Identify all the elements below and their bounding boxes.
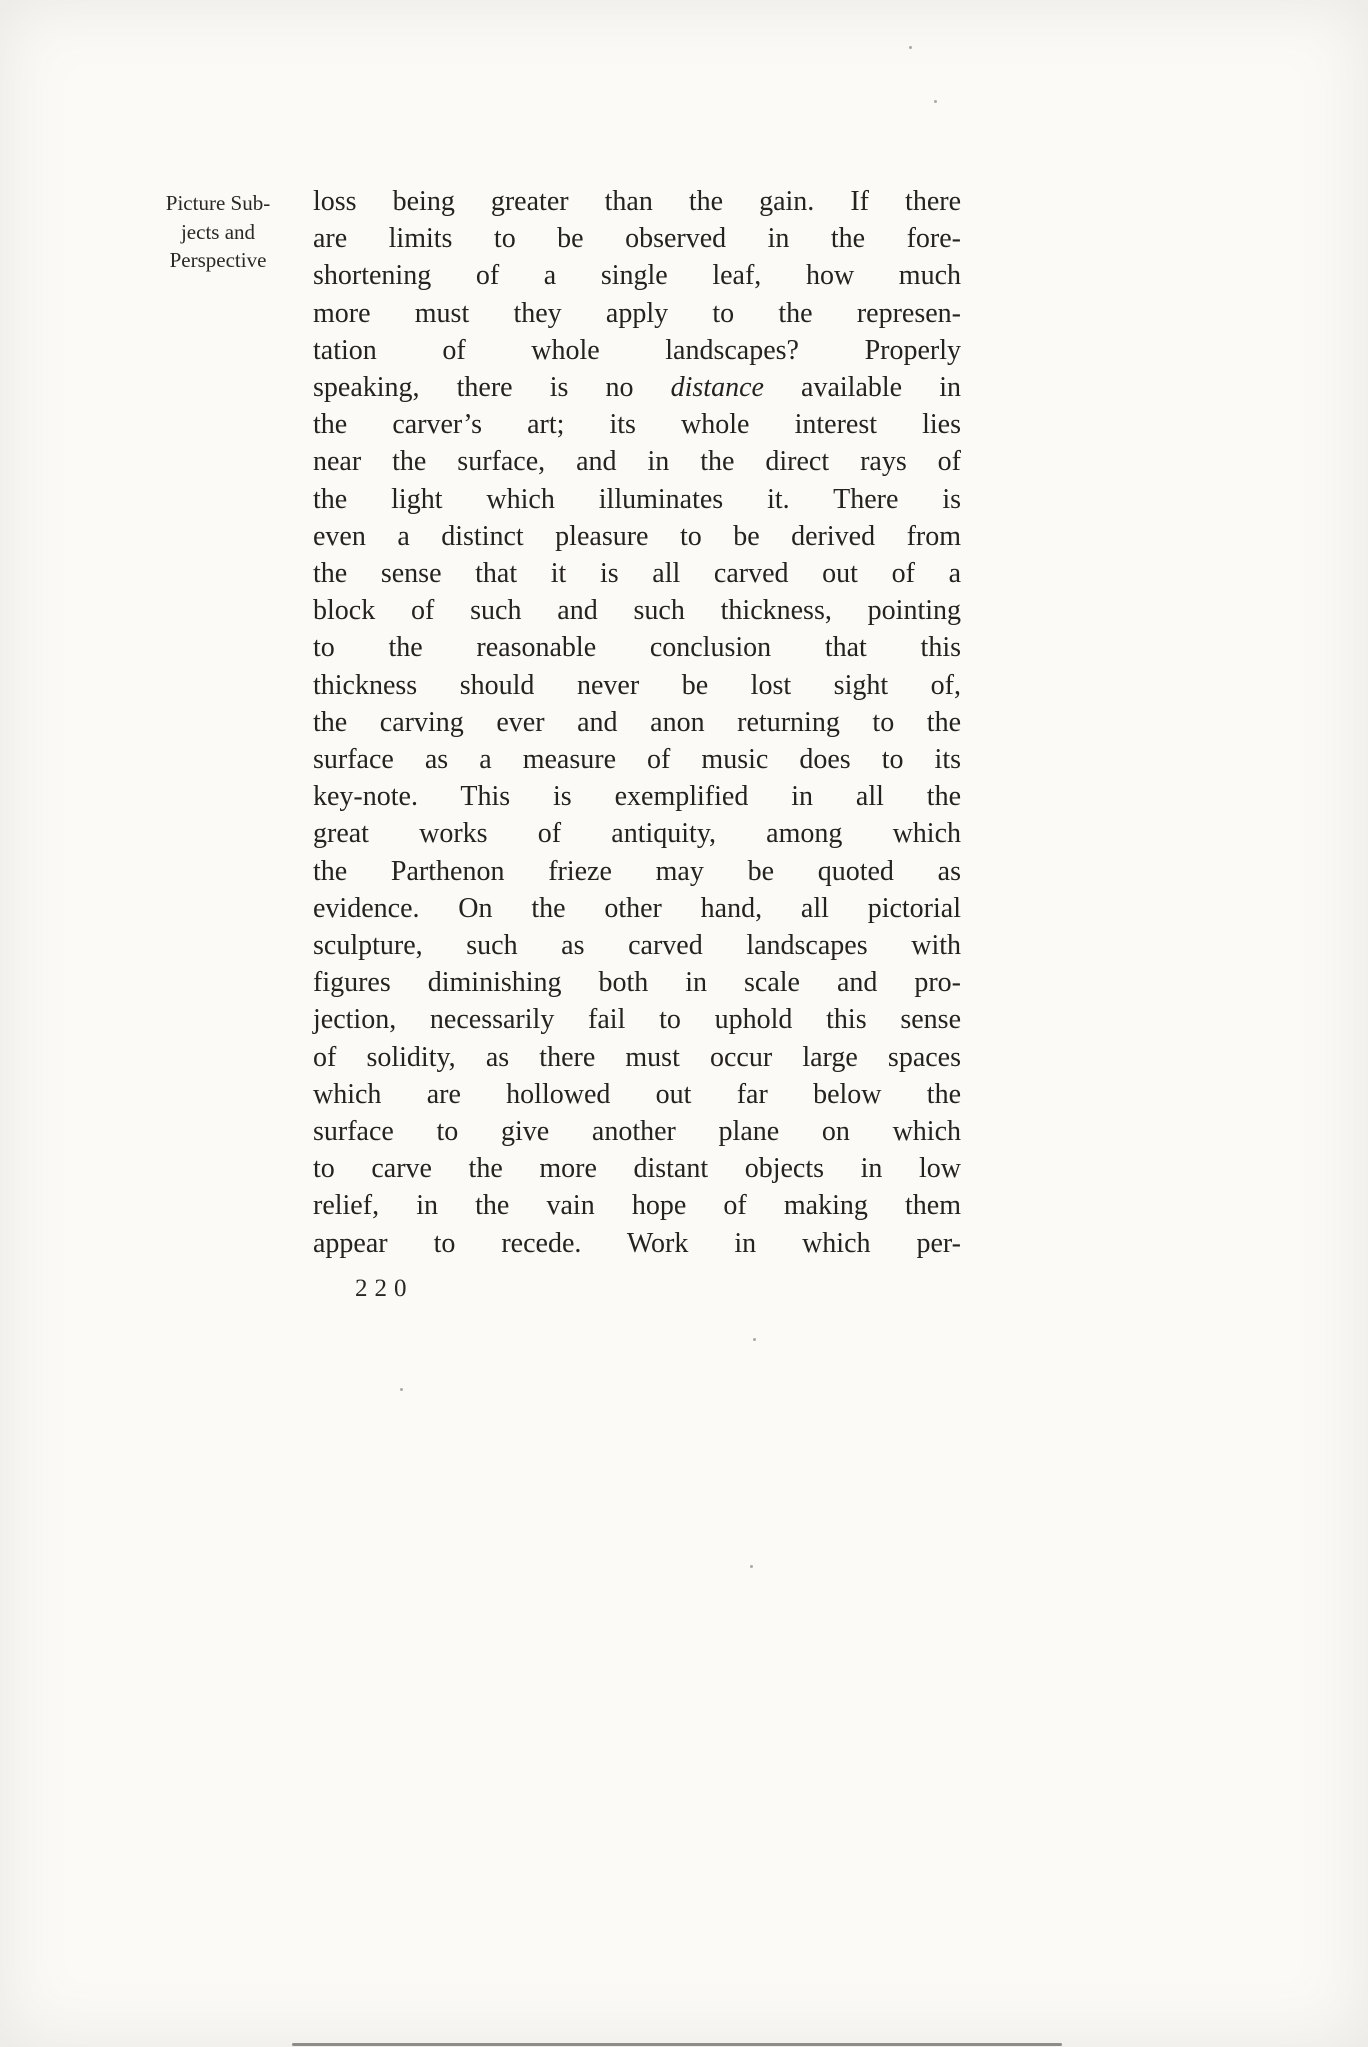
text-line <box>313 369 961 406</box>
scan-speck <box>934 100 937 103</box>
text-segment: thickness should never be lost sight of, <box>313 669 961 701</box>
text-segment: of solidity, as there must occur large spaces <box>313 1041 961 1073</box>
scan-speck <box>400 1388 403 1391</box>
text-line <box>313 815 961 852</box>
text-line <box>313 592 961 629</box>
text-line <box>313 667 961 704</box>
margin-note-line: Picture Sub- <box>165 191 271 215</box>
scan-speck <box>909 46 912 49</box>
text-line <box>313 1113 961 1150</box>
text-segment: block of such and such thickness, pointing <box>313 595 961 627</box>
text-segment: to carve the more distant objects in low <box>313 1153 961 1185</box>
text-segment: shortening of a single leaf, how much <box>313 260 961 292</box>
text-line <box>313 704 961 741</box>
scan-edge-artifact <box>292 2043 1062 2046</box>
text-segment: loss being greater than the gain. If there <box>313 186 961 217</box>
text-line <box>313 406 961 443</box>
text-line <box>313 257 961 294</box>
margin-note <box>136 189 300 275</box>
text-line <box>313 1187 961 1224</box>
text-segment: the sense that it is all carved out of a <box>313 558 961 590</box>
text-line <box>313 629 961 666</box>
body-text <box>313 183 961 1307</box>
text-segment: which are hollowed out far below the <box>313 1078 961 1110</box>
text-segment: relief, in the vain hope of making them <box>313 1190 961 1222</box>
text-segment: are limits to be observed in the fore- <box>313 223 961 255</box>
text-line <box>313 853 961 890</box>
text-line <box>313 1225 961 1262</box>
text-segment: key-note. This is exemplified in all the <box>313 781 961 813</box>
text-segment: more must they apply to the represen- <box>313 297 961 329</box>
text-segment: the carving ever and anon returning to the <box>313 706 961 738</box>
text-segment: sculpture, such as carved landscapes with <box>313 930 961 962</box>
text-line <box>313 481 961 518</box>
text-segment: the carver’s art; its whole interest lies <box>313 409 961 441</box>
text-segment: appear to recede. Work in which per- <box>313 1227 961 1259</box>
text-line <box>313 443 961 480</box>
text-line <box>313 1150 961 1187</box>
text-line <box>313 332 961 369</box>
text-segment: jection, necessarily fail to uphold this sense <box>313 1004 961 1036</box>
text-segment: tation of whole landscapes? Properly <box>313 334 961 366</box>
text-segment: even a distinct pleasure to be derived from <box>313 520 961 552</box>
text-segment: evidence. On the other hand, all pictorial <box>313 892 961 924</box>
text-line <box>313 1001 961 1038</box>
text-segment: the light which illuminates it. There is <box>313 483 961 515</box>
text-line <box>313 295 961 332</box>
margin-note-line: jects and <box>180 219 256 244</box>
text-segment: speaking, there is no <box>313 372 671 404</box>
text-line <box>313 220 961 257</box>
text-segment: surface as a measure of music does to its <box>313 744 961 776</box>
text-line <box>313 890 961 927</box>
scan-speck <box>750 1565 753 1568</box>
margin-note-line: Perspective <box>169 248 267 272</box>
text-line <box>313 778 961 815</box>
text-segment: near the surface, and in the direct rays of <box>313 446 961 478</box>
text-segment: to the reasonable conclusion that this <box>313 632 961 664</box>
text-segment: figures diminishing both in scale and pro- <box>313 967 961 999</box>
text-line <box>313 1076 961 1113</box>
text-segment: great works of antiquity, among which <box>313 818 961 850</box>
page-number: 220 <box>355 1274 414 1302</box>
text-segment: surface to give another plane on which <box>313 1116 961 1148</box>
text-line <box>313 741 961 778</box>
scan-speck <box>753 1338 756 1341</box>
text-line <box>313 555 961 592</box>
text-line <box>313 1039 961 1076</box>
text-segment: the Parthenon frieze may be quoted as <box>313 855 961 887</box>
text-segment: available in <box>763 372 961 404</box>
text-line <box>313 518 961 555</box>
text-line <box>313 183 961 220</box>
text-line <box>313 964 961 1001</box>
italic-text: distance <box>670 372 764 404</box>
text-line <box>313 927 961 964</box>
